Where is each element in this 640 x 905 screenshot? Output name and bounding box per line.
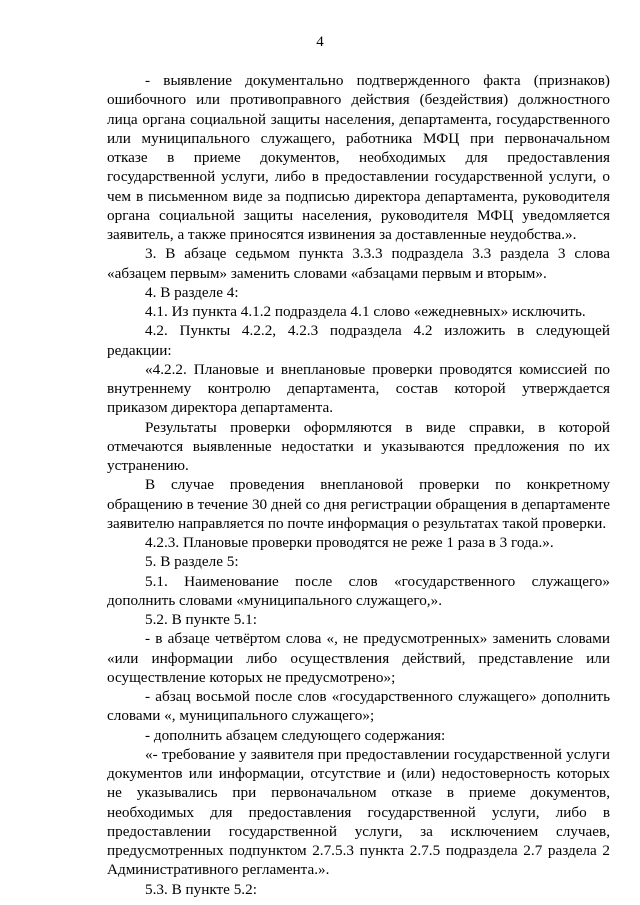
paragraph-9: 4.2.3. Плановые проверки проводятся не реже 1 раза в 3 года.». bbox=[145, 534, 554, 551]
paragraph-14: - абзац восьмой после слов «государственного служащего» дополнить словами «, муниципального служащего»; bbox=[107, 688, 610, 725]
paragraph-3: 4. В разделе 4: bbox=[145, 283, 239, 301]
paragraph-5: 4.2. Пункты 4.2.2, 4.2.3 подраздела 4.2 изложить в следующей редакции: bbox=[107, 322, 610, 359]
document-body bbox=[107, 71, 610, 899]
paragraph-12: 5.2. В пункте 5.1: bbox=[145, 611, 257, 628]
paragraph-1: - выявление документально подтвержденного факта (признаков) ошибочного или противоправного действия (бездействия) должностного лица органа социальной защиты населения, департамента, государственного или муниципального служащего, работника МФЦ при первоначальном отказе в приеме документов, необходимых для предоставления государственной услуги, либо в предоставлении государственной услуги, о чем в письменном виде за подписью директора департамента, руководителя органа социальной защиты населения, руководителя МФЦ уведомляется заявитель, а также приносятся извинения за доставленные неудобства.». bbox=[107, 72, 610, 243]
paragraph-8: В случае проведения внеплановой проверки по конкретному обращению в течение 30 дней со дня регистрации обращения в департаменте заявителю направляется по почте информация о результатах такой проверки. bbox=[107, 476, 610, 532]
paragraph-6: «4.2.2. Плановые и внеплановые проверки проводятся комиссией по внутреннему контролю департамента, состав которой утверждается приказом директора департамента. bbox=[107, 360, 610, 417]
paragraph-13: - в абзаце четвёртом слова «, не предусмотренных» заменить словами «или информации либо осуществления действий, представление или осуществление которых не предусмотрено»; bbox=[107, 630, 610, 686]
paragraph-4: 4.1. Из пункта 4.1.2 подраздела 4.1 слово «ежедневных» исключить. bbox=[145, 303, 586, 320]
paragraph-11: 5.1. Наименование после слов «государственного служащего» дополнить словами «муниципального служащего,». bbox=[107, 572, 610, 609]
paragraph-10: 5. В разделе 5: bbox=[145, 553, 239, 571]
page-number: 4 bbox=[316, 34, 324, 50]
paragraph-7: Результаты проверки оформляются в виде справки, в которой отмечаются выявленные недостатки и указываются предложения по их устранению. bbox=[107, 418, 610, 474]
paragraph-17: 5.3. В пункте 5.2: bbox=[145, 880, 257, 898]
paragraph-15: - дополнить абзацем следующего содержания: bbox=[145, 726, 446, 744]
paragraph-16: «- требование у заявителя при предоставлении государственной услуги документов или информации, отсутствие и (или) недостоверность которых не указывались при первоначальном отказе в приеме документов, необходимых для предоставления государственной услуги, либо в предоставлении государственной услуги, за исключением случаев, предусмотренных подпунктом 2.7.5.3 пункта 2.7.5 подраздела 2.7 раздела 2 Административного регламента.». bbox=[107, 745, 610, 879]
paragraph-2: 3. В абзаце седьмом пункта 3.3.3 подраздела 3.3 раздела 3 слова «абзацем первым» заменить словами «абзацами первым и вторым». bbox=[107, 245, 610, 282]
